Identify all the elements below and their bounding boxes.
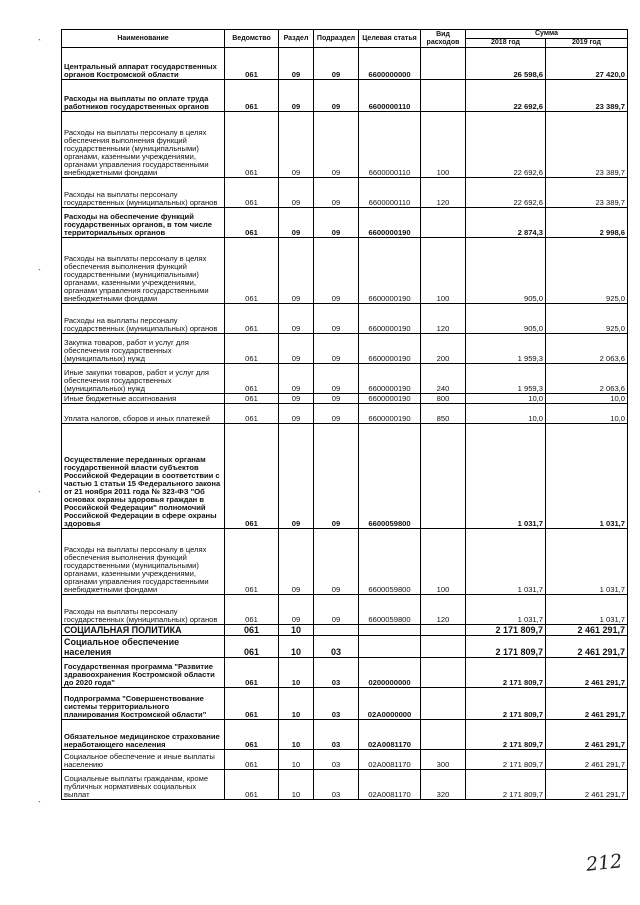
row-subsection: 03 [314, 658, 359, 688]
row-exptype: 100 [421, 529, 466, 595]
row-target: 6600059800 [359, 424, 421, 529]
row-subsection: 09 [314, 529, 359, 595]
row-dept: 061 [225, 658, 279, 688]
row-section: 10 [279, 720, 314, 750]
row-target: 6600000110 [359, 178, 421, 208]
row-sum-2018: 2 171 809,7 [466, 750, 546, 770]
col-header-2018: 2018 год [466, 39, 546, 48]
row-sum-2018: 1 959,3 [466, 364, 546, 394]
row-target: 6600059800 [359, 529, 421, 595]
table-row [62, 48, 628, 80]
row-name: Иные бюджетные ассигнования [62, 394, 225, 404]
row-dept: 061 [225, 636, 279, 658]
row-subsection: 03 [314, 770, 359, 800]
row-name: Расходы на выплаты персоналу государственных (муниципальных) органов [62, 178, 225, 208]
row-subsection: 09 [314, 208, 359, 238]
row-name: Расходы на выплаты персоналу государственных (муниципальных) органов [62, 304, 225, 334]
row-dept: 061 [225, 112, 279, 178]
row-sum-2019: 1 031,7 [546, 595, 628, 625]
row-exptype: 120 [421, 178, 466, 208]
row-target: 6600059800 [359, 595, 421, 625]
row-section: 09 [279, 112, 314, 178]
row-sum-2019: 27 420,0 [546, 48, 628, 80]
row-name: Обязательное медицинское страхование неработающего населения [62, 720, 225, 750]
row-sum-2018: 1 031,7 [466, 595, 546, 625]
row-dept: 061 [225, 334, 279, 364]
row-sum-2019: 2 461 291,7 [546, 625, 628, 636]
table-row [62, 595, 628, 625]
row-exptype [421, 80, 466, 112]
row-sum-2018: 22 692,6 [466, 178, 546, 208]
col-header-subsection: Подраздел [314, 30, 359, 48]
row-target: 6600000190 [359, 394, 421, 404]
row-name: Расходы на выплаты персоналу государственных (муниципальных) органов [62, 595, 225, 625]
row-sum-2018: 22 692,6 [466, 80, 546, 112]
row-exptype [421, 625, 466, 636]
row-exptype: 120 [421, 595, 466, 625]
row-sum-2019: 2 461 291,7 [546, 750, 628, 770]
row-sum-2019: 23 389,7 [546, 178, 628, 208]
row-sum-2018: 1 959,3 [466, 334, 546, 364]
row-sum-2019: 23 389,7 [546, 112, 628, 178]
row-name: Закупка товаров, работ и услуг для обеспечения государственных (муниципальных) нужд [62, 334, 225, 364]
margin-mark: ` [38, 38, 41, 48]
row-dept: 061 [225, 750, 279, 770]
table-row [62, 238, 628, 304]
row-section: 09 [279, 48, 314, 80]
row-sum-2018: 2 171 809,7 [466, 658, 546, 688]
row-section: 09 [279, 238, 314, 304]
row-sum-2019: 1 031,7 [546, 424, 628, 529]
row-target: 6600000190 [359, 208, 421, 238]
row-exptype [421, 658, 466, 688]
row-dept: 061 [225, 364, 279, 394]
row-exptype: 320 [421, 770, 466, 800]
table-body [62, 48, 628, 800]
row-name: Расходы на выплаты персоналу в целях обеспечения выполнения функций государственными (муниципальными) органами, казенными учреждениями, органами управления государственными внебюджетными фондами [62, 238, 225, 304]
row-sum-2018: 26 598,6 [466, 48, 546, 80]
row-sum-2019: 2 461 291,7 [546, 658, 628, 688]
table-row [62, 636, 628, 658]
row-section: 10 [279, 770, 314, 800]
col-header-dept: Ведомство [225, 30, 279, 48]
row-subsection: 09 [314, 424, 359, 529]
row-subsection: 09 [314, 404, 359, 424]
row-section: 10 [279, 625, 314, 636]
row-target: 6600000110 [359, 80, 421, 112]
row-section: 10 [279, 750, 314, 770]
row-subsection: 09 [314, 48, 359, 80]
row-subsection: 09 [314, 80, 359, 112]
row-sum-2019: 2 461 291,7 [546, 720, 628, 750]
margin-mark: ` [38, 800, 41, 810]
row-target: 6600000110 [359, 112, 421, 178]
row-target [359, 636, 421, 658]
header-row [62, 30, 628, 39]
table-row [62, 178, 628, 208]
row-subsection: 09 [314, 364, 359, 394]
row-sum-2018: 10,0 [466, 404, 546, 424]
table-row [62, 404, 628, 424]
row-name: Социальное обеспечение населения [62, 636, 225, 658]
row-subsection: 09 [314, 178, 359, 208]
row-dept: 061 [225, 529, 279, 595]
row-name: Расходы на обеспечение функций государственных органов, в том числе территориальных органов [62, 208, 225, 238]
row-subsection: 09 [314, 595, 359, 625]
col-header-target: Целевая статья [359, 30, 421, 48]
row-target: 6600000190 [359, 238, 421, 304]
row-dept: 061 [225, 238, 279, 304]
row-exptype: 240 [421, 364, 466, 394]
row-sum-2018: 905,0 [466, 304, 546, 334]
row-sum-2019: 2 063,6 [546, 334, 628, 364]
row-target: 02А0081170 [359, 770, 421, 800]
row-target: 6600000190 [359, 304, 421, 334]
row-exptype [421, 636, 466, 658]
row-name: Уплата налогов, сборов и иных платежей [62, 404, 225, 424]
row-subsection: 09 [314, 304, 359, 334]
row-sum-2018: 1 031,7 [466, 529, 546, 595]
row-dept: 061 [225, 80, 279, 112]
row-subsection: 09 [314, 394, 359, 404]
row-exptype: 800 [421, 394, 466, 404]
row-sum-2019: 2 063,6 [546, 364, 628, 394]
row-sum-2018: 905,0 [466, 238, 546, 304]
table-row [62, 304, 628, 334]
table-row [62, 80, 628, 112]
row-subsection: 03 [314, 688, 359, 720]
col-header-section: Раздел [279, 30, 314, 48]
row-sum-2018: 10,0 [466, 394, 546, 404]
row-sum-2019: 925,0 [546, 304, 628, 334]
col-header-exptype: Вид расходов [421, 30, 466, 48]
handwritten-page-number: 212 [584, 850, 624, 876]
row-target: 6600000190 [359, 364, 421, 394]
row-name: СОЦИАЛЬНАЯ ПОЛИТИКА [62, 625, 225, 636]
row-dept: 061 [225, 688, 279, 720]
table-row [62, 394, 628, 404]
row-subsection: 03 [314, 636, 359, 658]
row-dept: 061 [225, 595, 279, 625]
row-name: Расходы на выплаты персоналу в целях обеспечения выполнения функций государственными (муниципальными) органами, казенными учреждениями, органами управления государственными внебюджетными фондами [62, 112, 225, 178]
row-section: 09 [279, 529, 314, 595]
row-name: Социальные выплаты гражданам, кроме публичных нормативных социальных выплат [62, 770, 225, 800]
row-sum-2018: 2 171 809,7 [466, 636, 546, 658]
row-sum-2018: 2 171 809,7 [466, 688, 546, 720]
row-dept: 061 [225, 770, 279, 800]
row-section: 10 [279, 688, 314, 720]
budget-table [61, 29, 628, 800]
row-dept: 061 [225, 208, 279, 238]
table-row [62, 424, 628, 529]
row-name: Расходы на выплаты по оплате труда работников государственных органов [62, 80, 225, 112]
row-section: 09 [279, 364, 314, 394]
col-header-sum: Сумма [466, 30, 628, 39]
row-dept: 061 [225, 304, 279, 334]
row-sum-2019: 2 461 291,7 [546, 770, 628, 800]
row-sum-2019: 10,0 [546, 394, 628, 404]
row-name: Социальное обеспечение и иные выплаты населению [62, 750, 225, 770]
row-sum-2018: 1 031,7 [466, 424, 546, 529]
row-sum-2019: 925,0 [546, 238, 628, 304]
row-target: 6600000190 [359, 404, 421, 424]
row-dept: 061 [225, 48, 279, 80]
row-name: Подпрограмма "Совершенствование системы территориального планирования Костромской области" [62, 688, 225, 720]
row-sum-2019: 1 031,7 [546, 529, 628, 595]
row-sum-2018: 2 171 809,7 [466, 720, 546, 750]
table-row [62, 334, 628, 364]
row-sum-2019: 2 461 291,7 [546, 688, 628, 720]
table-row [62, 364, 628, 394]
row-subsection: 09 [314, 112, 359, 178]
row-name: Центральный аппарат государственных органов Костромской области [62, 48, 225, 80]
row-dept: 061 [225, 178, 279, 208]
margin-mark: ` [38, 490, 41, 500]
row-exptype: 100 [421, 112, 466, 178]
table-row [62, 750, 628, 770]
row-section: 09 [279, 208, 314, 238]
table-row [62, 688, 628, 720]
row-section: 09 [279, 334, 314, 364]
row-sum-2018: 2 874,3 [466, 208, 546, 238]
row-exptype: 120 [421, 304, 466, 334]
table-row [62, 208, 628, 238]
row-name: Расходы на выплаты персоналу в целях обеспечения выполнения функций государственными (муниципальными) органами, казенными учреждениями, органами управления государственными внебюджетными фондами [62, 529, 225, 595]
row-target: 0200000000 [359, 658, 421, 688]
row-sum-2019: 2 998,6 [546, 208, 628, 238]
row-section: 09 [279, 80, 314, 112]
row-section: 09 [279, 394, 314, 404]
row-subsection: 09 [314, 238, 359, 304]
table-row [62, 720, 628, 750]
row-sum-2019: 2 461 291,7 [546, 636, 628, 658]
row-target: 02А0000000 [359, 688, 421, 720]
row-sum-2018: 22 692,6 [466, 112, 546, 178]
col-header-name: Наименование [62, 30, 225, 48]
row-section: 09 [279, 424, 314, 529]
row-name: Государственная программа "Развитие здравоохранения Костромской области до 2020 года" [62, 658, 225, 688]
row-dept: 061 [225, 625, 279, 636]
row-target: 02А0081170 [359, 720, 421, 750]
table-row [62, 112, 628, 178]
row-section: 10 [279, 658, 314, 688]
table-row [62, 770, 628, 800]
row-name: Осуществление переданных органам государственной власти субъектов Российской Федерации в соответствии с частью 1 статьи 15 Федерального закона от 21 ноября 2011 года № 323-ФЗ "Об основах охраны здоровья граждан в Российской Федерации" полномочий Российской Федерации в сфере охраны здоровья [62, 424, 225, 529]
row-subsection: 09 [314, 334, 359, 364]
row-section: 10 [279, 636, 314, 658]
row-target: 6600000190 [359, 334, 421, 364]
row-section: 09 [279, 178, 314, 208]
margin-mark: ` [38, 268, 41, 278]
row-section: 09 [279, 304, 314, 334]
table-row [62, 625, 628, 636]
row-exptype [421, 688, 466, 720]
row-exptype [421, 208, 466, 238]
row-sum-2018: 2 171 809,7 [466, 625, 546, 636]
row-target: 02А0081170 [359, 750, 421, 770]
row-subsection: 03 [314, 750, 359, 770]
row-target [359, 625, 421, 636]
table-row [62, 658, 628, 688]
row-exptype [421, 48, 466, 80]
row-dept: 061 [225, 404, 279, 424]
row-exptype: 100 [421, 238, 466, 304]
row-sum-2018: 2 171 809,7 [466, 770, 546, 800]
col-header-2019: 2019 год [546, 39, 628, 48]
row-sum-2019: 23 389,7 [546, 80, 628, 112]
row-section: 09 [279, 404, 314, 424]
row-dept: 061 [225, 394, 279, 404]
row-exptype: 850 [421, 404, 466, 424]
row-dept: 061 [225, 424, 279, 529]
table-row [62, 529, 628, 595]
row-exptype: 300 [421, 750, 466, 770]
row-target: 6600000000 [359, 48, 421, 80]
row-exptype [421, 720, 466, 750]
row-section: 09 [279, 595, 314, 625]
row-exptype: 200 [421, 334, 466, 364]
row-subsection [314, 625, 359, 636]
row-dept: 061 [225, 720, 279, 750]
row-sum-2019: 10,0 [546, 404, 628, 424]
row-name: Иные закупки товаров, работ и услуг для обеспечения государственных (муниципальных) нужд [62, 364, 225, 394]
row-subsection: 03 [314, 720, 359, 750]
row-exptype [421, 424, 466, 529]
